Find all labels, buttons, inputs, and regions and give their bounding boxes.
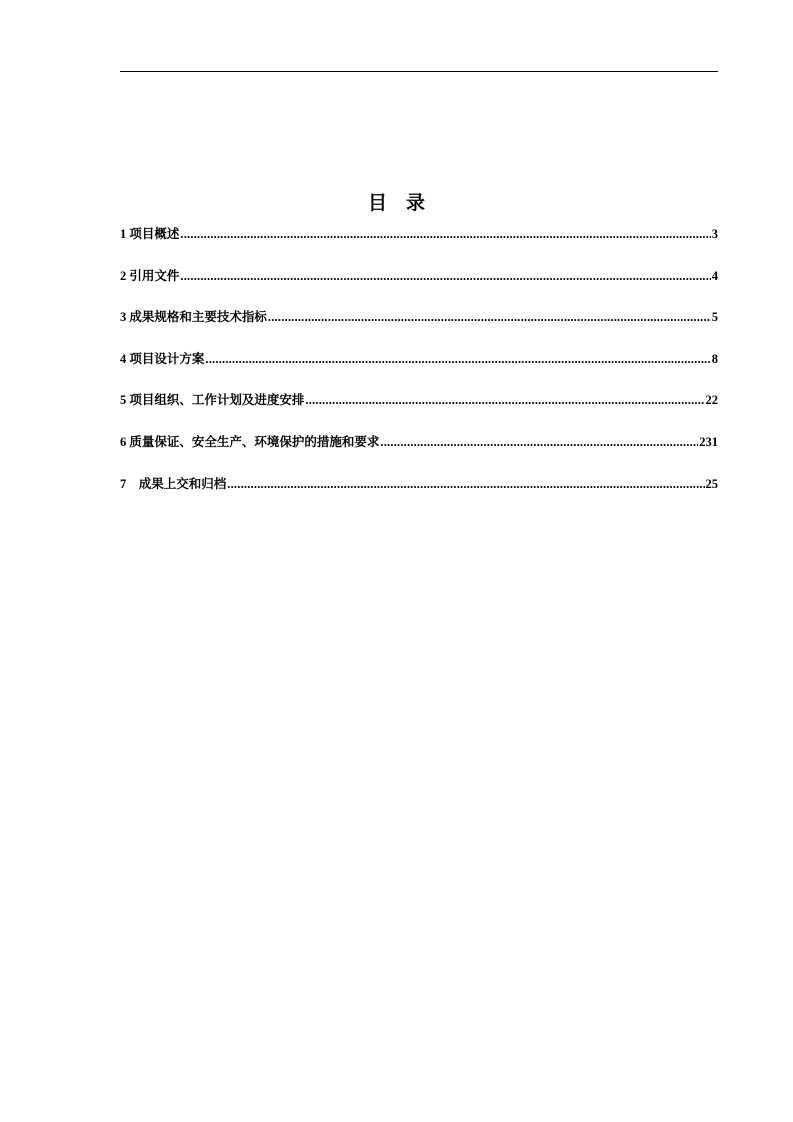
toc-entry-label: 3 成果规格和主要技术指标 (120, 310, 267, 325)
toc-leader-dots (305, 393, 704, 408)
toc-entry[interactable] (120, 432, 718, 474)
toc-entry[interactable] (120, 390, 718, 432)
toc-entry-page: 5 (711, 310, 718, 325)
toc-entry-label: 5 项目组织、工作计划及进度安排 (120, 393, 305, 408)
header-rule (120, 71, 718, 72)
toc-leader-dots (205, 352, 710, 367)
toc-entry-label: 1 项目概述 (120, 227, 180, 241)
toc-title (0, 188, 793, 215)
toc-entry-label: 6 质量保证、安全生产、环境保护的措施和要求 (120, 434, 380, 449)
toc-entry[interactable] (120, 474, 718, 516)
toc-entry-label: 2 引用文件 (120, 268, 180, 283)
toc-entry-page: 4 (711, 268, 718, 283)
toc-leader-dots (268, 310, 711, 325)
toc-entry-page: 3 (711, 227, 718, 241)
toc-entry[interactable] (120, 349, 718, 391)
toc-leader-dots (227, 477, 704, 492)
toc-entry-page: 8 (711, 351, 718, 366)
toc-leader-dots (180, 227, 710, 242)
toc-entry-label: 4 项目设计方案 (120, 351, 205, 366)
toc-entry[interactable] (120, 224, 718, 266)
toc-leader-dots (180, 269, 710, 284)
toc-entry[interactable] (120, 266, 718, 308)
table-of-contents (120, 224, 718, 515)
toc-entry-page: 25 (705, 476, 718, 491)
toc-title-text: 目 录 (367, 193, 425, 214)
toc-leader-dots (380, 435, 698, 450)
toc-entry[interactable] (120, 307, 718, 349)
toc-entry-page: 231 (699, 434, 718, 449)
toc-entry-label: 7 成果上交和归档 (120, 476, 227, 491)
toc-entry-page: 22 (705, 393, 718, 408)
